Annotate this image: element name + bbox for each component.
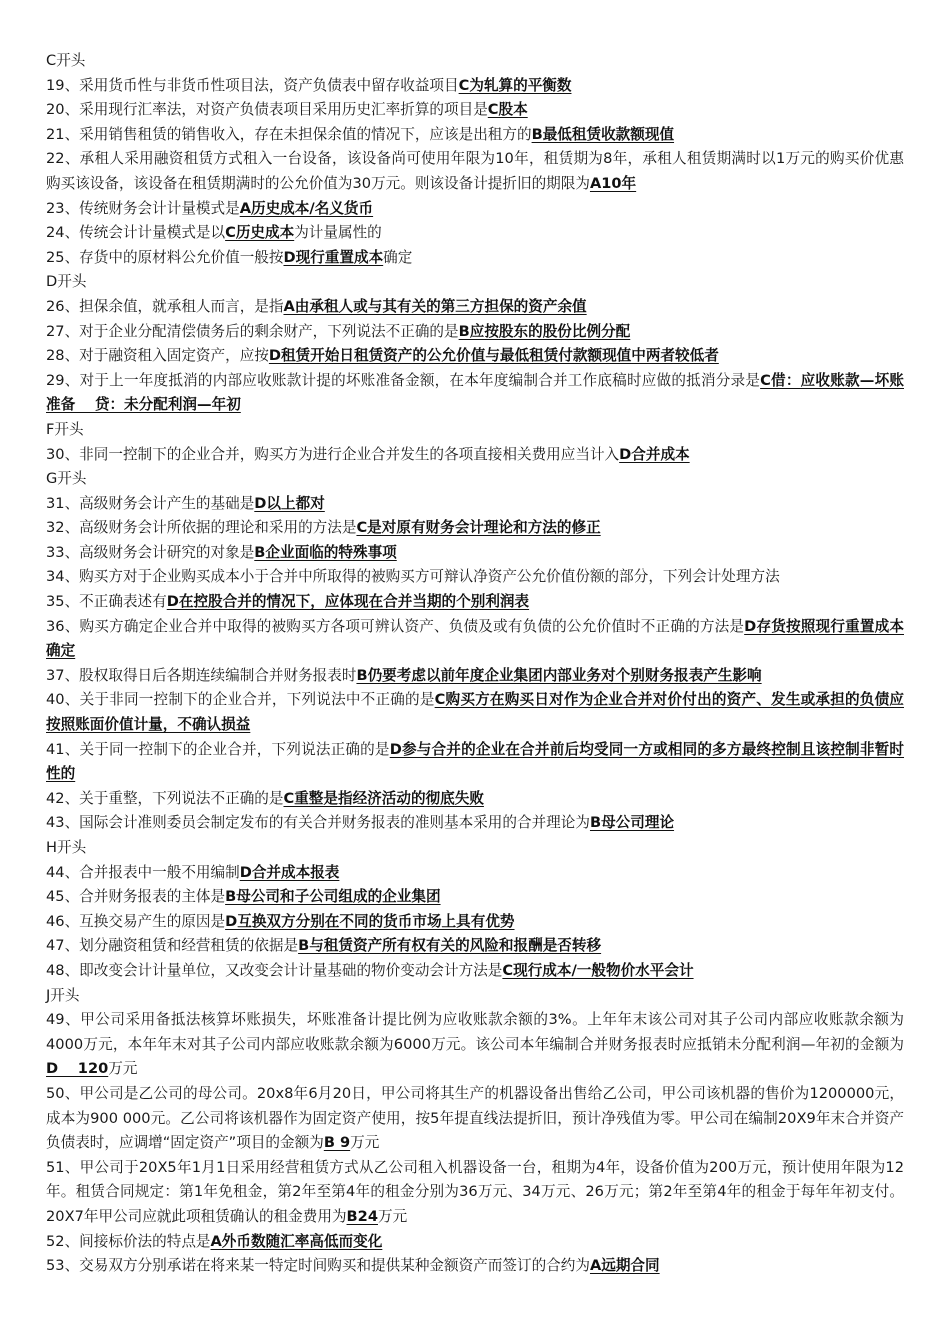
question-19 bbox=[46, 74, 904, 99]
question-20 bbox=[46, 98, 904, 123]
question-32 bbox=[46, 516, 904, 541]
question-text: 51、甲公司于20X5年1月1日采用经营租赁方式从乙公司租入机器设备一台，租期为4年，设备价值为200万元，预计使用年限为12年。租赁合同规定：第1年免租金，第2年至第4年的租金分别为36万元、34万元、26万元；第2年至第4年的租金于每年年初支付。20X7年甲公司应就此项租赁确认的租金费用为 bbox=[46, 1158, 904, 1225]
question-text: 30、非同一控制下的企业合并，购买方为进行企业合并发生的各项直接相关费用应当计入 bbox=[46, 445, 620, 463]
question-text: 31、高级财务会计产生的基础是 bbox=[46, 494, 255, 512]
question-45 bbox=[46, 885, 904, 910]
question-text-after: 确定 bbox=[383, 248, 413, 266]
question-47 bbox=[46, 934, 904, 959]
question-37 bbox=[46, 664, 904, 689]
answer: B仍要考虑以前年度企业集团内部业务对个别财务报表产生影响 bbox=[356, 666, 762, 684]
question-28 bbox=[46, 344, 904, 369]
answer: D合并成本 bbox=[619, 445, 690, 463]
question-text: 33、高级财务会计研究的对象是 bbox=[46, 543, 255, 561]
question-43 bbox=[46, 811, 904, 836]
question-23 bbox=[46, 197, 904, 222]
answer: D 120 bbox=[46, 1060, 109, 1078]
answer: C购买方在购买日对作为企业合并对价付出的资产、发生或承担的负债应按照账面价值计量，不确认损益 bbox=[46, 691, 904, 734]
question-text: 29、对于上一年度抵消的内部应收账款计提的坏账准备金额，在本年度编制合并工作底稿时应做的抵消分录是 bbox=[46, 371, 761, 389]
answer: C历史成本 bbox=[225, 224, 295, 242]
section-heading-f: F开头 bbox=[46, 420, 84, 438]
answer: C重整是指经济活动的彻底失败 bbox=[283, 789, 484, 807]
answer: D以上都对 bbox=[254, 494, 325, 512]
question-34 bbox=[46, 565, 904, 590]
question-text: 22、承租人采用融资租赁方式租入一台设备，该设备尚可使用年限为10年，租赁期为8年，承租人租赁期满时以1万元的购买价优惠购买该设备，该设备在租赁期满时的公允价值为30万元。则该设备计提折旧的期限为 bbox=[46, 150, 904, 192]
question-text: 45、合并财务报表的主体是 bbox=[46, 888, 226, 906]
answer: D现行重置成本 bbox=[283, 248, 384, 266]
question-26 bbox=[46, 295, 904, 320]
answer: D存货按照现行重置成本确定 bbox=[46, 617, 904, 660]
question-text: 40、关于非同一控制下的企业合并，下列说法中不正确的是 bbox=[46, 691, 435, 709]
question-25 bbox=[46, 246, 904, 271]
question-text: 26、担保余值，就承租人而言，是指 bbox=[46, 297, 284, 315]
question-text-after: 万元 bbox=[377, 1207, 408, 1225]
question-29 bbox=[46, 369, 904, 418]
question-text: 19、采用货币性与非货币性项目法，资产负债表中留存收益项目 bbox=[46, 76, 459, 94]
question-text-after: 万元 bbox=[108, 1060, 138, 1078]
answer: B应按股东的股份比例分配 bbox=[458, 322, 631, 340]
question-50 bbox=[46, 1082, 904, 1156]
section-heading-g: G开头 bbox=[46, 470, 87, 488]
question-text: 44、合并报表中一般不用编制 bbox=[46, 863, 240, 881]
question-text: 28、对于融资租入固定资产，应按 bbox=[46, 347, 269, 365]
question-text: 32、高级财务会计所依据的理论和采用的方法是 bbox=[46, 519, 357, 537]
question-31 bbox=[46, 492, 904, 517]
question-text: 24、传统会计计量模式是以 bbox=[46, 224, 226, 242]
question-40 bbox=[46, 688, 904, 737]
section-heading-j: J开头 bbox=[46, 986, 80, 1004]
answer: B24 bbox=[346, 1207, 378, 1225]
question-text: 20、采用现行汇率法，对资产负债表项目采用历史汇率折算的项目是 bbox=[46, 101, 488, 119]
question-text: 47、划分融资租赁和经营租赁的依据是 bbox=[46, 937, 299, 955]
answer: B 9 bbox=[323, 1134, 351, 1152]
question-46 bbox=[46, 910, 904, 935]
question-text: 49、甲公司采用备抵法核算坏账损失，坏账准备计提比例为应收账款余额的3%。上年年末该公司对其子公司内部应收账款余额为4000万元，本年年末对其子公司内部应收账款余额为6000万元。该公司本年编制合并财务报表时应抵销未分配利润—年初的金额为 bbox=[46, 1011, 904, 1053]
question-text: 43、国际会计准则委员会制定发布的有关合并财务报表的准则基本采用的合并理论为 bbox=[46, 814, 590, 832]
answer: C股本 bbox=[487, 101, 528, 119]
question-text: 52、间接标价法的特点是 bbox=[46, 1232, 211, 1250]
section-heading-h: H开头 bbox=[46, 839, 87, 856]
question-text: 25、存货中的原材料公允价值一般按 bbox=[46, 248, 284, 266]
answer: B母公司理论 bbox=[589, 814, 675, 832]
answer: A由承租人或与其有关的第三方担保的资产余值 bbox=[283, 297, 587, 315]
answer: D合并成本报表 bbox=[239, 863, 340, 881]
answer: C为轧算的平衡数 bbox=[458, 76, 572, 94]
question-24 bbox=[46, 221, 904, 246]
question-42 bbox=[46, 787, 904, 812]
question-44 bbox=[46, 861, 904, 886]
answer: B与租赁资产所有权有关的风险和报酬是否转移 bbox=[298, 937, 602, 955]
question-22 bbox=[46, 147, 904, 196]
answer: A历史成本/名义货币 bbox=[239, 199, 374, 217]
answer: A外币数随汇率高低而变化 bbox=[210, 1232, 383, 1250]
section-heading-c: C开头 bbox=[46, 52, 86, 69]
question-text: 41、关于同一控制下的企业合并，下列说法正确的是 bbox=[46, 740, 390, 758]
question-41 bbox=[46, 738, 904, 787]
question-36 bbox=[46, 615, 904, 664]
question-text: 48、即改变会计计量单位，又改变会计计量基础的物价变动会计方法是 bbox=[46, 961, 503, 979]
question-text: 50、甲公司是乙公司的母公司。20x8年6月20日，甲公司将其生产的机器设备出售给乙公司，甲公司该机器的售价为1200000元，成本为900 000元。乙公司将该机器作为固定资产使用，按5年提直线法提折旧，预计净残值为零。甲公司在编制20X9年末合并资产负债表时，应调增“固定资产”项目的金额为 bbox=[46, 1084, 904, 1152]
question-text: 53、交易双方分别承诺在将来某一特定时间购买和提供某种金额资产而签订的合约为 bbox=[46, 1257, 590, 1275]
question-33 bbox=[46, 541, 904, 566]
answer: C借：应收账款—坏账准备 贷：未分配利润—年初 bbox=[46, 371, 904, 414]
answer: A10年 bbox=[589, 174, 637, 192]
answer: D在控股合并的情况下，应体现在合并当期的个别利润表 bbox=[166, 593, 530, 611]
answer: B母公司和子公司组成的企业集团 bbox=[225, 888, 441, 906]
question-51 bbox=[46, 1156, 904, 1230]
question-text-after: 万元 bbox=[350, 1134, 380, 1152]
question-text: 35、不正确表述有 bbox=[46, 593, 167, 611]
question-52 bbox=[46, 1230, 904, 1255]
answer: B最低租赁收款额现值 bbox=[531, 125, 675, 143]
question-text: 36、购买方确定企业合并中取得的被购买方各项可辨认资产、负债及或有负债的公允价值时不正确的方法是 bbox=[46, 617, 745, 635]
question-text: 23、传统财务会计计量模式是 bbox=[46, 199, 240, 217]
question-text: 21、采用销售租赁的销售收入，存在未担保余值的情况下，应该是出租方的 bbox=[46, 125, 532, 143]
question-53 bbox=[46, 1254, 904, 1279]
question-text: 42、关于重整，下列说法不正确的是 bbox=[46, 789, 284, 807]
question-text: 34、购买方对于企业购买成本小于合并中所取得的被购买方可辩认净资产公允价值份额的部分，下列会计处理方法 bbox=[46, 568, 780, 586]
answer: C是对原有财务会计理论和方法的修正 bbox=[356, 519, 601, 537]
question-21 bbox=[46, 123, 904, 148]
question-text-after: 为计量属性的 bbox=[294, 224, 382, 242]
answer: B企业面临的特殊事项 bbox=[254, 543, 397, 561]
answer: D参与合并的企业在合并前后均受同一方或相同的多方最终控制且该控制非暂时性的 bbox=[46, 740, 905, 783]
question-35 bbox=[46, 590, 904, 615]
answer: D互换双方分别在不同的货币市场上具有优势 bbox=[225, 912, 515, 930]
section-heading-d: D开头 bbox=[46, 273, 87, 291]
question-text: 46、互换交易产生的原因是 bbox=[46, 912, 226, 930]
question-text: 37、股权取得日后各期连续编制合并财务报表时 bbox=[46, 666, 357, 684]
question-49 bbox=[46, 1008, 904, 1082]
answer: D租赁开始日租赁资产的公允价值与最低租赁付款额现值中两者较低者 bbox=[268, 347, 719, 365]
question-27 bbox=[46, 320, 904, 345]
answer: C现行成本/一般物价水平会计 bbox=[502, 961, 694, 979]
question-30 bbox=[46, 443, 904, 468]
question-48 bbox=[46, 959, 904, 984]
question-text: 27、对于企业分配清偿债务后的剩余财产，下列说法不正确的是 bbox=[46, 322, 459, 340]
answer: A远期合同 bbox=[589, 1257, 660, 1275]
